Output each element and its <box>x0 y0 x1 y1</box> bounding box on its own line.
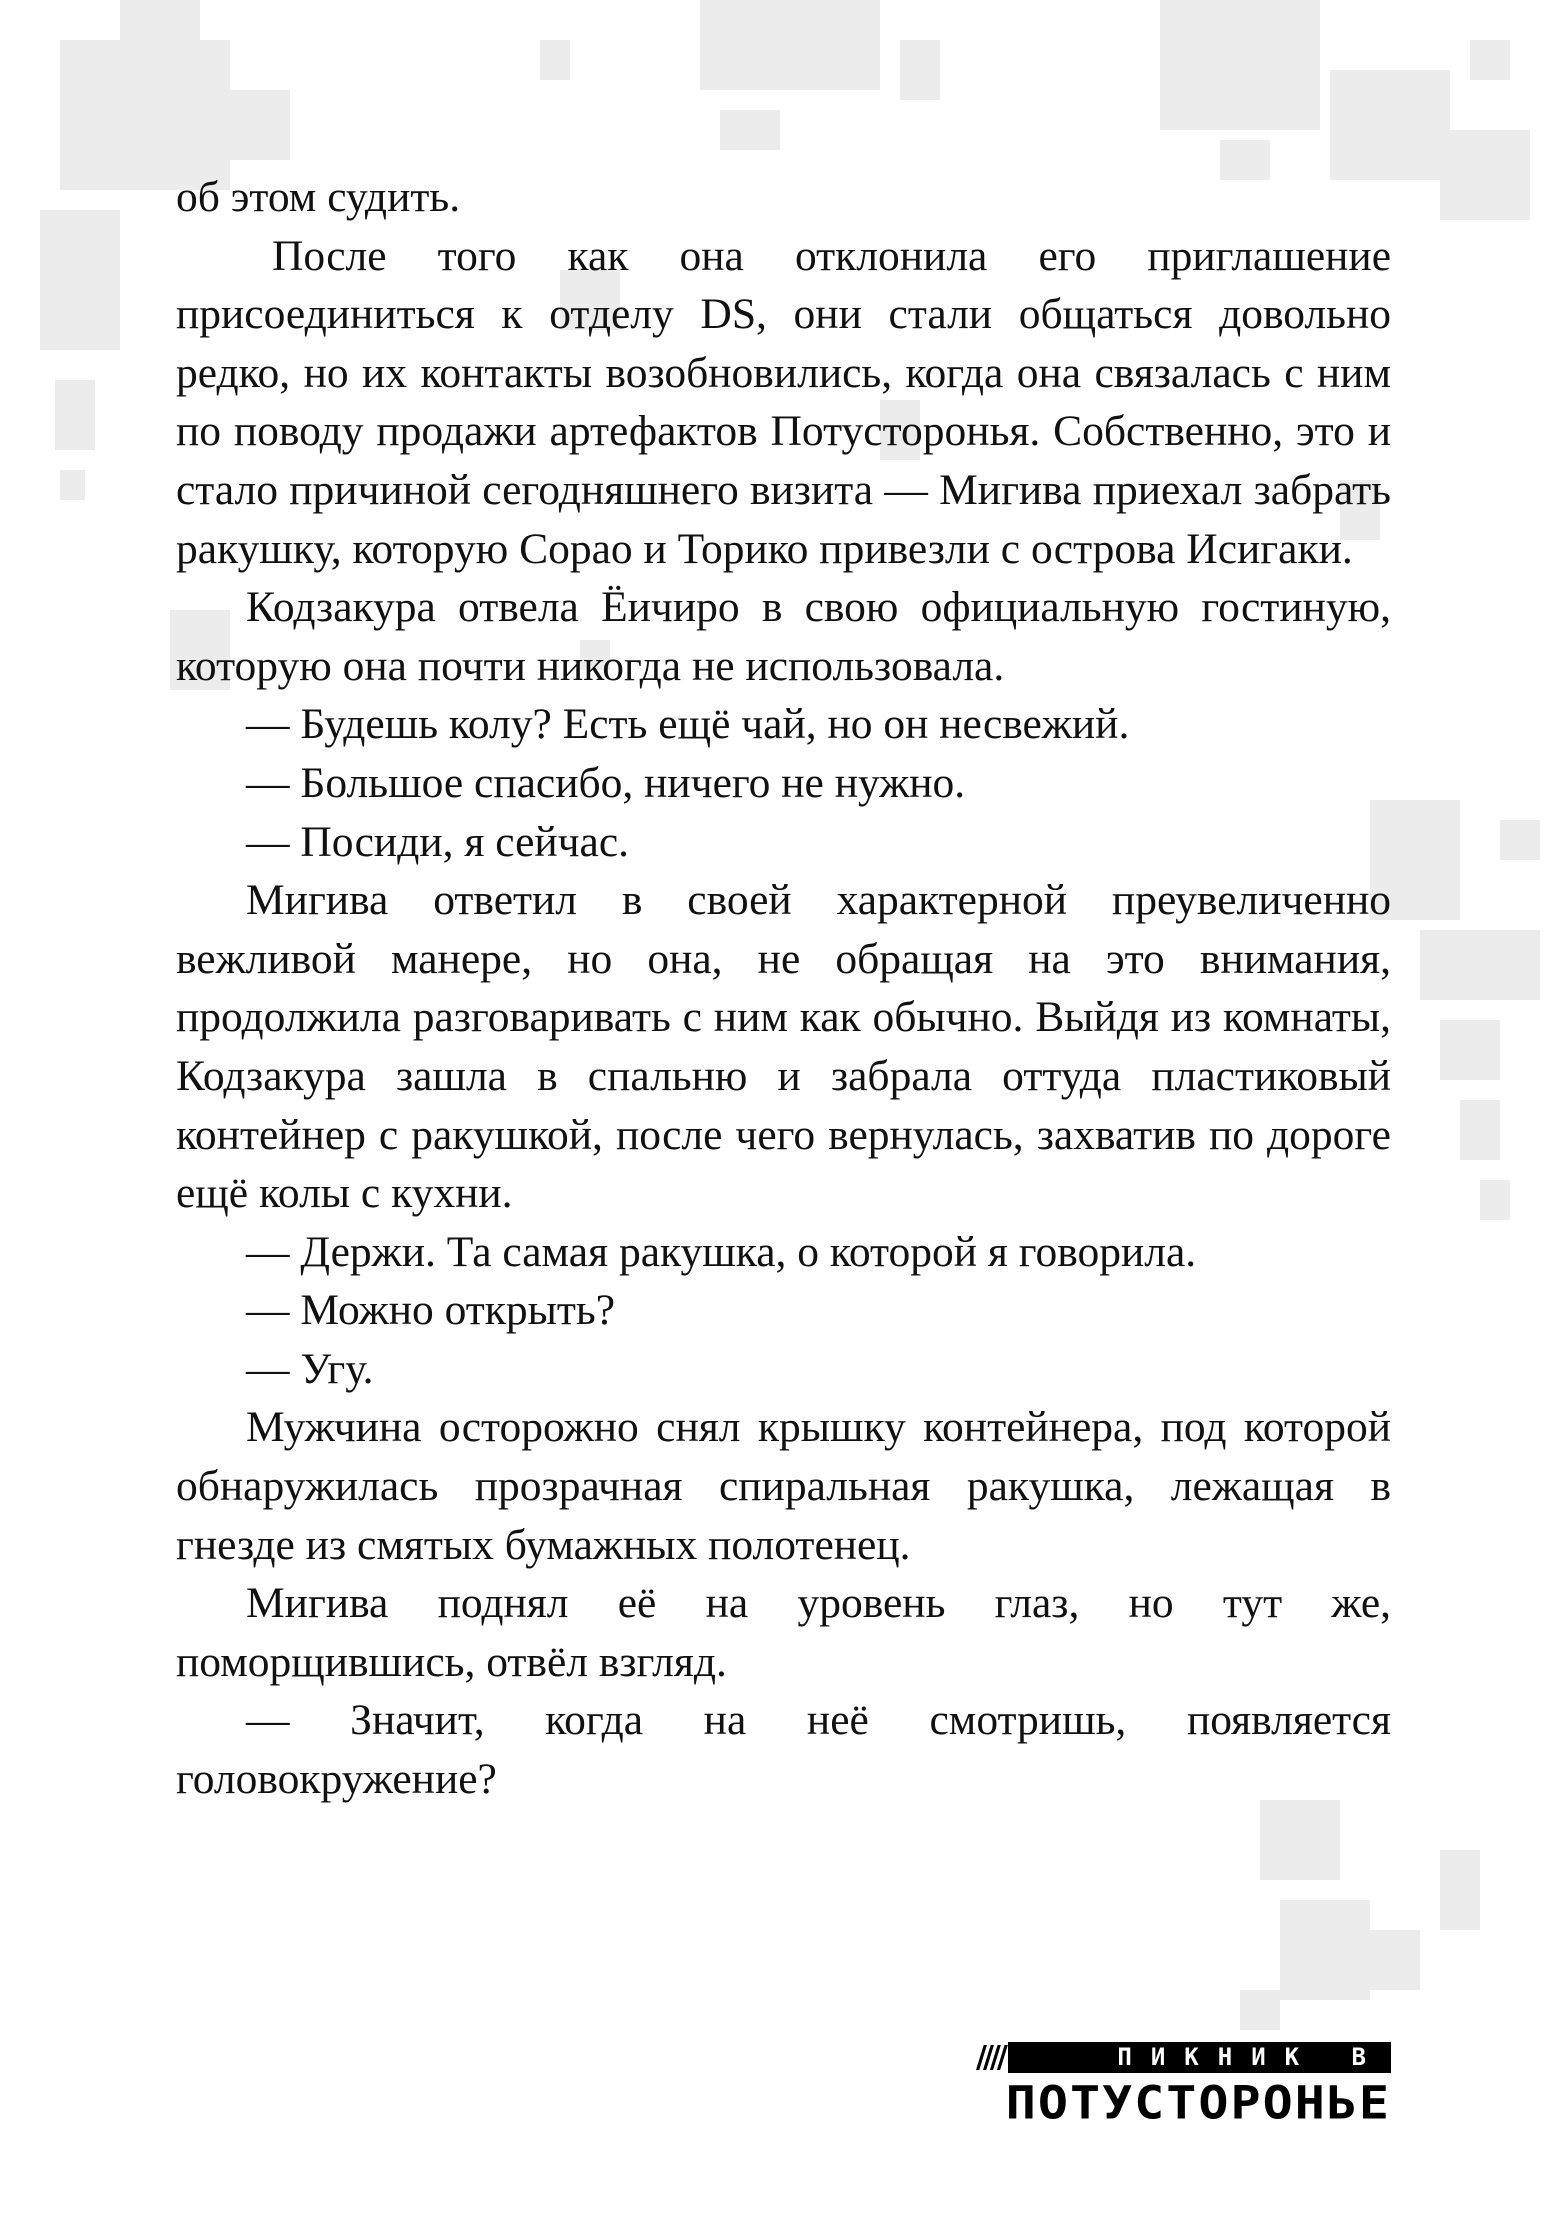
logo-top-text: ПИКНИК В <box>1008 2042 1391 2073</box>
paragraph: Мигива поднял её на уровень глаз, но тут же, поморщившись, отвёл взгляд. <box>176 1579 1391 1686</box>
logo-top-row <box>976 2041 1391 2074</box>
paragraph: Кодзакура отвела Ёичиро в свою официальную гостиную, которую она почти никогда не использовала. <box>176 583 1391 690</box>
logo-bottom-text: ПОТУСТОРОНЬЕ <box>1005 2076 1391 2130</box>
publisher-logo <box>976 2040 1391 2130</box>
dialogue-line: — Можно открыть? <box>246 1286 616 1335</box>
dialogue-line: — Угу. <box>246 1344 374 1393</box>
dialogue-line: — Будешь колу? Есть ещё чай, но он несвежий. <box>246 700 1130 749</box>
dialogue-line: — Держи. Та самая ракушка, о которой я говорила. <box>246 1227 1197 1276</box>
logo-slashes: //// <box>976 2040 1004 2075</box>
paragraph: После того как она отклонила его приглашение присоединиться к отделу DS, они стали общаться довольно редко, но их контакты возобновились, когда она связалась с ним по поводу продажи артефактов Потусторонья. Собственно, это и стало причиной сегодняшнего визита — Мигива приехал забрать ракушку, которую Сорао и Торико привезли с острова Исигаки. <box>176 231 1391 573</box>
paragraph: Мигива ответил в своей характерной преувеличенно вежливой манере, но она, не обращая на это внимания, продолжила разговаривать с ним как обычно. Выйдя из комнаты, Кодзакура зашла в спальню и забрала оттуда пластиковый контейнер с ракушкой, после чего вернулась, захватив по дороге ещё колы с кухни. <box>176 876 1391 1218</box>
paragraph: об этом судить. <box>176 173 461 221</box>
dialogue-line: — Большое спасибо, ничего не нужно. <box>246 758 966 807</box>
dialogue-line: — Посиди, я сейчас. <box>246 817 630 866</box>
dialogue-line: — Значит, когда на неё смотришь, появляется головокружение? <box>176 1696 1391 1804</box>
paragraph: Мужчина осторожно снял крышку контейнера, под которой обнаружилась прозрачная спиральная ракушка, лежащая в гнезде из смятых бумажных полотенец. <box>176 1403 1391 1569</box>
main-text <box>176 168 1391 1809</box>
